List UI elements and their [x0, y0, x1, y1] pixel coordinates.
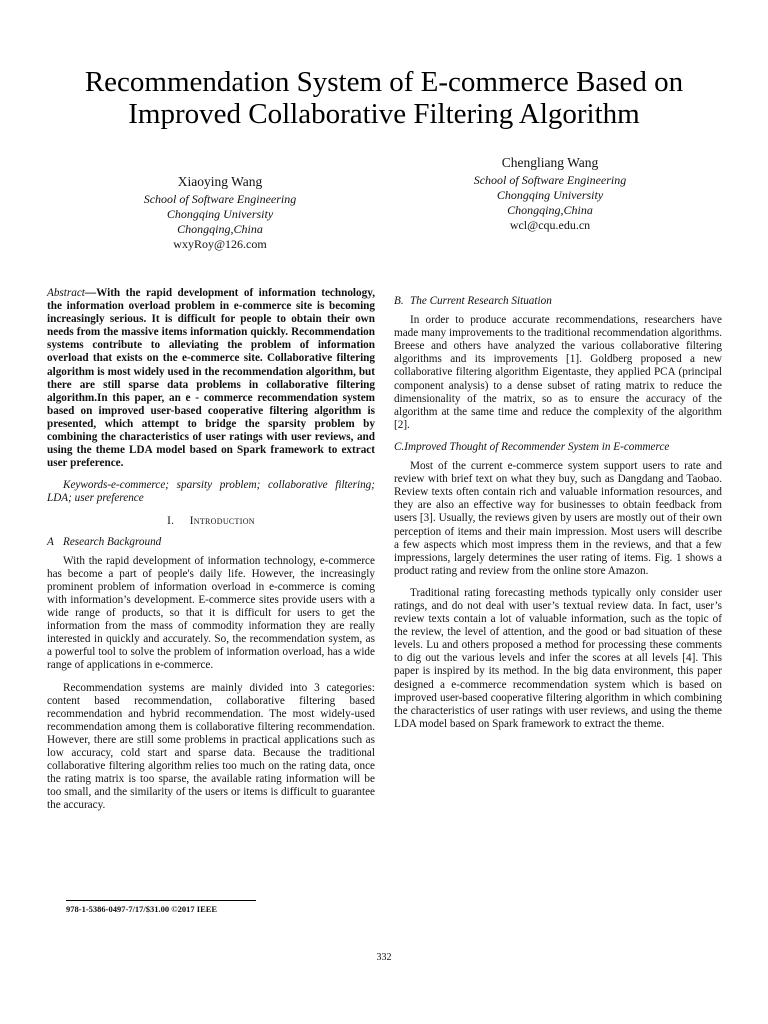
- subsection-title: Research Background: [63, 535, 162, 548]
- title-line-1: Recommendation System of E-commerce Based on: [84, 66, 684, 98]
- author-name: Chengliang Wang: [501, 155, 599, 170]
- paragraph: Recommendation systems are mainly divided into 3 categories: content based recommendation, collaborative filtering based recommendation and hybrid recommendation. The most widely-used recommendation among them is collaborative filtering recommendation. However, there are still some problems in practical applications such as low accuracy, cold start and sparse data. Because the traditional collaborative filtering algorithm relies too much on the rating data, once the rating matrix is too sparse, the available rating information will be too small, and the similarity of the users or items is difficult to guarantee the accuracy.: [47, 681, 375, 812]
- paragraph: Traditional rating forecasting methods typically only consider user ratings, and do not deal with user’s textual review data. In fact, user’s review texts contain a lot of valuable information, such as the topic of the review, the level of attention, and the good or bad situation of these levels. Lu and others proposed a method for processing these comments to dig out the various levels and infer the scores at all levels [4]. This paper is inspired by its method. In the big data environment, this paper designed a e-commerce recommendation system which is based on improved user-based cooperative filtering algorithm in which combining the characteristics of user ratings with user reviews, and using the theme LDA model based on Spark framework to extract the theme.: [394, 586, 722, 730]
- author-block-2: [440, 155, 660, 233]
- paragraph: In order to produce accurate recommendations, researchers have made many improvements to the traditional recommendation algorithms. Breese and others have analyzed the various collaborative filtering algorithms and its improvements [1]. Goldberg proposed a new collaborative filtering algorithm Eigentaste, they applied PCA (principal component analysis) to a dense subset of rating matrix to reduce the dimensionality of the matrix, so as to ensure the accuracy of the algorithm at the same time and reduce the complexity of the algorithm [2].: [394, 314, 722, 431]
- subsection-letter: A: [47, 535, 54, 548]
- subsection-heading-a: [47, 536, 375, 549]
- paragraph: With the rapid development of information technology, e-commerce has become a part of people's daily life. However, the increasingly prominent problem of information overload in e-commerce is coming with information’s development. E-commerce sites provide users with a wide range of products, so that it is difficult for users to get the information from the mass of commodity information they are really interested in quickly and accurately. So, the recommendation system, as a powerful tool to solve the problem of information overload, has a wide range of applications in e-commerce.: [47, 554, 375, 672]
- author-name: Xiaoying Wang: [177, 174, 263, 189]
- keywords: Keywords-e-commerce; sparsity problem; collaborative filtering; LDA; user preference: [47, 479, 375, 505]
- author-department: School of Software Engineering: [473, 173, 627, 187]
- subsection-title: The Current Research Situation: [410, 295, 552, 307]
- paper-title: [40, 66, 728, 130]
- right-column: [394, 287, 722, 740]
- page-number: 332: [376, 952, 392, 963]
- footnote-divider: [66, 900, 256, 901]
- title-line-2: Improved Collaborative Filtering Algorithm: [128, 98, 640, 130]
- author-city: Chongqing,China: [177, 222, 263, 236]
- author-block-1: [110, 174, 330, 252]
- subsection-title: Improved Thought of Recommender System in E-commerce: [404, 440, 670, 453]
- subsection-heading-b: [394, 295, 722, 308]
- subsection-letter: C.: [394, 440, 405, 453]
- author-department: School of Software Engineering: [143, 192, 297, 206]
- paragraph: Most of the current e-commerce system support users to rate and review with brief text on what they buy, such as Dangdang and Taobao. Review texts often contain rich and valuable information resources, and they are also an effective way for businesses to obtain feedback from users [3]. Usually, the reviews given by users are mostly out of their own perception of items and their main impression. Most users will describe a few aspects which most impress them in the reviews, and that a few impressions, largely determines the user rating of items. Fig. 1 shows a product rating and review from the online store Amazon.: [394, 460, 722, 577]
- section-title: Introduction: [189, 514, 255, 527]
- abstract-label: Abstract: [47, 287, 85, 299]
- subsection-heading-c: [394, 441, 722, 454]
- copyright-footnote: 978-1-5386-0497-7/17/$31.00 ©2017 IEEE: [66, 904, 218, 914]
- author-university: Chongqing University: [496, 188, 604, 202]
- section-number: I.: [167, 514, 175, 527]
- abstract: [47, 287, 375, 470]
- author-university: Chongqing University: [166, 207, 274, 221]
- section-heading-introduction: [47, 515, 375, 528]
- author-email: wcl@cqu.edu.cn: [509, 218, 591, 232]
- subsection-letter: B.: [394, 295, 404, 307]
- abstract-text: —With the rapid development of information technology, the information overload problem in e-commerce site is becoming increasingly serious. It is difficult for people to obtain their own needs from the massive items information quickly. Recommendation systems contribute to alleviating the problem of information overload that exists on the e-commerce site. Collaborative filtering algorithm is most widely used in the recommendation algorithm, but there are still sparse data problems in collaborative filtering algorithm.In this paper, an e - commerce recommendation system based on improved user-based cooperative filtering algorithm is presented, which attempt to bridge the sparsity problem by combining the characteristics of user ratings with user reviews, and using the theme LDA model based on Spark framework to extract user preference.: [47, 287, 375, 470]
- author-city: Chongqing,China: [507, 203, 593, 217]
- author-email: wxyRoy@126.com: [173, 237, 267, 251]
- left-column: [47, 287, 375, 821]
